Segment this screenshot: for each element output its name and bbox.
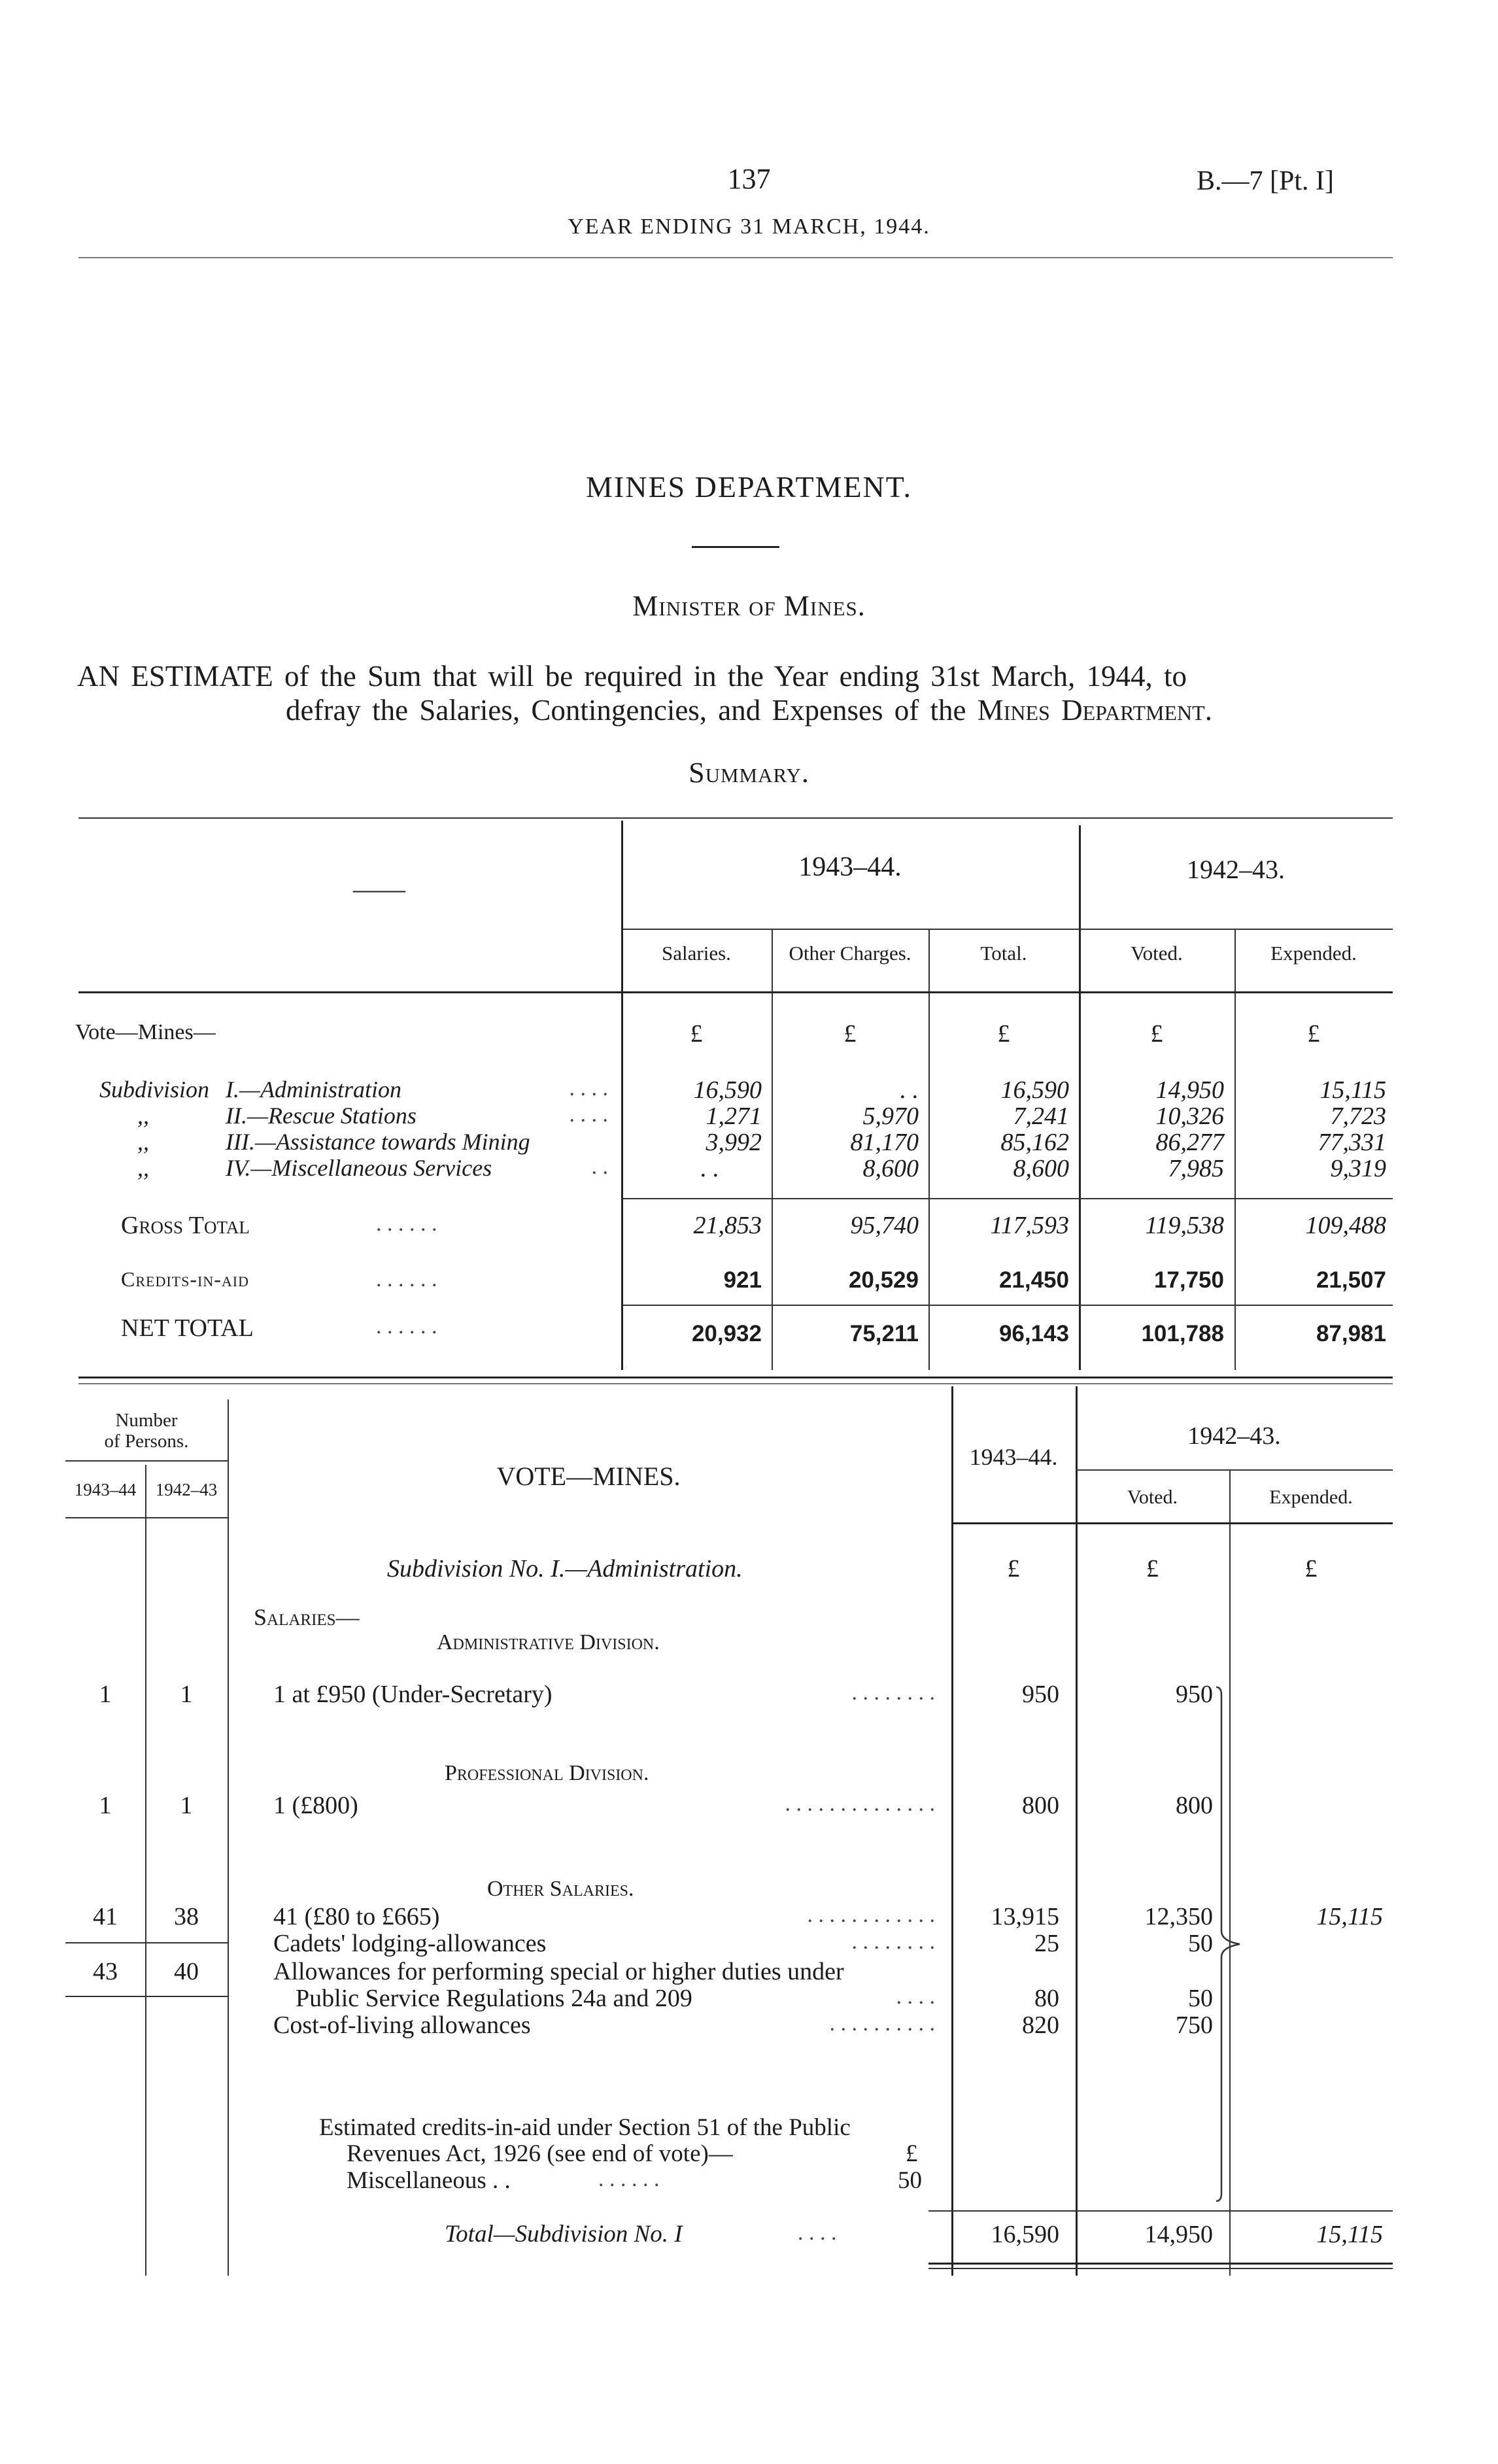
- subdivision-total-voted: 14,950: [1144, 2221, 1213, 2248]
- summary-cell-salaries: 1,271: [706, 1103, 762, 1130]
- summary-stub-dash: ——: [353, 874, 405, 904]
- vote-value-1943: 13,915: [991, 1903, 1059, 1930]
- summary-cell-total: 8,600: [1013, 1155, 1069, 1182]
- gross-total-expended: 109,488: [1305, 1212, 1386, 1239]
- minister-heading: Minister of Mines.: [632, 590, 866, 622]
- summary-cell-salaries: 3,992: [706, 1129, 762, 1156]
- administrative-division-heading: Administrative Division.: [437, 1630, 660, 1654]
- summary-cell-voted: 7,985: [1168, 1155, 1224, 1182]
- summary-row-label: I.—Administration: [226, 1076, 402, 1103]
- credits-in-aid-expended: 21,507: [1316, 1267, 1386, 1293]
- summary-col-other: Other Charges.: [789, 942, 911, 965]
- summary-divider-voted: [1234, 929, 1236, 1370]
- vote-currency-voted: £: [1146, 1555, 1159, 1583]
- estimate-line-2-text: defray the Salaries, Contingencies, and Expenses of the: [286, 694, 978, 727]
- vote-header-bottom: [951, 1522, 1393, 1524]
- credits-in-aid-other: 20,529: [848, 1267, 919, 1293]
- persons-header-rule: [65, 1460, 228, 1462]
- summary-row-prefix: ,,: [137, 1103, 149, 1129]
- estimate-line-2: [0, 696, 1498, 725]
- persons-1942: 40: [174, 1958, 199, 1985]
- summary-row-dots: . . . .: [569, 1103, 608, 1127]
- vote-col-expended: Expended.: [1269, 1486, 1353, 1508]
- currency-total: £: [997, 1020, 1010, 1048]
- estimate-line-1: AN ESTIMATE of the Sum that will be required in the Year ending 31st March, 1944, to: [77, 660, 1187, 693]
- summary-divider-years: [1079, 825, 1081, 1370]
- vote-item-label: 41 (£80 to £665): [273, 1903, 440, 1930]
- expended-brace: [1215, 1686, 1245, 2202]
- summary-cell-expended: 77,331: [1318, 1129, 1386, 1156]
- persons-subtotal-rule: [65, 1942, 228, 1943]
- vote-item-label: Allowances for performing special or higher duties under: [273, 1958, 844, 1985]
- vote-item-label: 1 at £950 (Under-Secretary): [273, 1681, 553, 1708]
- page-number: 137: [727, 163, 771, 195]
- persons-col-1942: 1942–43: [155, 1480, 218, 1499]
- summary-group-rule-1942: [1080, 929, 1393, 930]
- net-total-salaries: 20,932: [691, 1321, 762, 1346]
- vote-col-voted: Voted.: [1127, 1486, 1178, 1508]
- persons-header-bottom: [65, 1517, 228, 1518]
- estimate-line-2-department: Mines Department.: [977, 694, 1212, 727]
- summary-row-prefix: ,,: [137, 1155, 149, 1181]
- vote-divider-person-years: [145, 1465, 146, 2276]
- summary-cell-salaries: 16,590: [693, 1076, 762, 1104]
- vote-value-voted: 12,350: [1144, 1903, 1213, 1930]
- vote-item-dots: . . . . . . . . . . . . . .: [785, 1792, 935, 1816]
- vote-item-dots: . . . . . . . .: [851, 1681, 935, 1705]
- vote-value-voted: 950: [1176, 1681, 1213, 1708]
- persons-1942: 38: [174, 1903, 199, 1930]
- vote-item-dots: . . . .: [896, 1985, 935, 2009]
- credits-note-pound: £: [906, 2140, 918, 2167]
- summary-cell-other: 81,170: [850, 1129, 919, 1156]
- department-title: MINES DEPARTMENT.: [586, 470, 912, 504]
- summary-group-rule-1943: [622, 929, 1079, 930]
- vote-total-bottom-rule: [928, 2263, 1393, 2265]
- vote-currency-expended: £: [1304, 1555, 1318, 1583]
- gross-total-other: 95,740: [850, 1212, 919, 1239]
- vote-title: VOTE—MINES.: [496, 1462, 681, 1491]
- summary-row-prefix: Subdivision: [99, 1076, 209, 1103]
- vote-group-1942: 1942–43.: [1187, 1422, 1281, 1450]
- vote-total-top-rule: [928, 2210, 1393, 2212]
- persons-total-rule: [65, 1996, 228, 1997]
- persons-1943: 41: [93, 1903, 118, 1930]
- persons-1943: 1: [99, 1681, 112, 1708]
- title-rule: [692, 546, 779, 548]
- summary-row-prefix: ,,: [137, 1129, 149, 1155]
- summary-divider-label: [621, 821, 623, 1370]
- gross-total-total: 117,593: [990, 1212, 1069, 1239]
- vote-value-1943: 950: [1022, 1681, 1059, 1708]
- vote-total-bottom-rule-2: [928, 2268, 1393, 2269]
- vote-value-1943: 820: [1022, 2011, 1059, 2039]
- summary-bottom-rule-2: [78, 1383, 1393, 1384]
- net-total-expended: 87,981: [1316, 1321, 1386, 1346]
- currency-salaries: £: [690, 1020, 703, 1048]
- net-total-label: NET TOTAL: [121, 1314, 254, 1342]
- persons-1942: 1: [180, 1681, 193, 1708]
- vote-value-voted: 50: [1188, 1985, 1213, 2012]
- summary-header-rule: [78, 991, 1393, 993]
- persons-header-number: Number: [115, 1410, 178, 1431]
- persons-1943: 43: [93, 1958, 118, 1985]
- net-total-dots: . . . . . .: [376, 1314, 437, 1339]
- net-total-voted: 101,788: [1141, 1321, 1224, 1346]
- gross-total-voted: 119,538: [1145, 1212, 1224, 1239]
- vote-value-1943: 800: [1022, 1792, 1059, 1819]
- summary-col-total: Total.: [980, 942, 1027, 965]
- vote-divider-1942: [1076, 1386, 1078, 2276]
- summary-top-rule: [78, 817, 1393, 819]
- credits-in-aid-total: 21,450: [998, 1267, 1069, 1293]
- gross-total-label: Gross Total: [121, 1212, 250, 1239]
- header-rule: [78, 257, 1393, 258]
- vote-value-voted: 750: [1176, 2011, 1213, 2039]
- summary-divider-salaries: [772, 929, 773, 1370]
- summary-row-label: III.—Assistance towards Mining: [226, 1129, 530, 1155]
- bracket-expended-value: 15,115: [1316, 1903, 1383, 1930]
- credits-note-amount: 50: [898, 2167, 922, 2194]
- summary-row-label: II.—Rescue Stations: [226, 1103, 417, 1129]
- credits-in-aid-dots: . . . . . .: [376, 1267, 437, 1292]
- year-ending-line: YEAR ENDING 31 MARCH, 1944.: [568, 214, 930, 239]
- summary-header-1943: 1943–44.: [798, 852, 902, 882]
- vote-divider-persons: [228, 1399, 229, 2276]
- vote-item-label-continued: Public Service Regulations 24a and 209: [296, 1985, 692, 2012]
- net-total-total: 96,143: [998, 1321, 1069, 1346]
- vote-group-rule-1942: [1077, 1469, 1393, 1471]
- credits-note-line-3: Miscellaneous . .: [347, 2167, 511, 2194]
- vote-item-label: 1 (£800): [273, 1792, 358, 1819]
- subdivision-title: Subdivision No. I.—Administration.: [387, 1555, 743, 1583]
- subdivision-total-label: Total—Subdivision No. I: [445, 2221, 683, 2248]
- subdivision-total-dots: . . . .: [798, 2221, 837, 2245]
- currency-expended: £: [1307, 1020, 1320, 1048]
- summary-cell-total: 7,241: [1013, 1103, 1069, 1130]
- summary-col-salaries: Salaries.: [662, 942, 731, 965]
- summary-row-dots: . . . .: [569, 1076, 608, 1101]
- persons-col-1943: 1943–44: [74, 1480, 137, 1499]
- summary-row-label: IV.—Miscellaneous Services: [226, 1155, 492, 1181]
- vote-value-voted: 50: [1188, 1930, 1213, 1957]
- vote-value-1943: 80: [1034, 1985, 1059, 2012]
- summary-row-dots: . .: [591, 1155, 608, 1179]
- summary-col-expended: Expended.: [1270, 942, 1357, 965]
- summary-cell-total: 85,162: [1000, 1129, 1069, 1156]
- subdivision-total-1943: 16,590: [991, 2221, 1059, 2248]
- vote-value-voted: 800: [1176, 1792, 1213, 1819]
- summary-divider-other: [928, 929, 930, 1370]
- summary-cell-other: 8,600: [862, 1155, 919, 1182]
- currency-voted: £: [1150, 1020, 1163, 1048]
- summary-heading: Summary.: [689, 757, 809, 789]
- credits-in-aid-label: Credits-in-aid: [121, 1267, 249, 1291]
- summary-bottom-rule: [78, 1377, 1393, 1378]
- vote-item-label: Cadets' lodging-allowances: [273, 1930, 547, 1957]
- summary-cell-expended: 7,723: [1330, 1103, 1386, 1130]
- net-total-other: 75,211: [849, 1321, 919, 1346]
- vote-item-dots: . . . . . . . . . . . .: [807, 1903, 935, 1927]
- summary-cell-total: 16,590: [1000, 1076, 1069, 1104]
- summary-subtotal-rule: [622, 1198, 1393, 1199]
- vote-col-1943: 1943–44.: [969, 1444, 1058, 1470]
- summary-cell-other: . .: [900, 1076, 919, 1104]
- vote-currency-1943: £: [1007, 1555, 1020, 1583]
- vote-item-dots: . . . . . . . . . .: [829, 2011, 935, 2036]
- summary-cell-other: 5,970: [862, 1103, 919, 1130]
- gross-total-salaries: 21,853: [693, 1212, 762, 1239]
- credits-in-aid-voted: 17,750: [1153, 1267, 1224, 1293]
- currency-other: £: [843, 1020, 857, 1048]
- summary-header-1942: 1942–43.: [1187, 855, 1285, 884]
- vote-item-dots: . . . . . . . .: [851, 1930, 935, 1954]
- credits-note-dots: . . . . . .: [598, 2167, 660, 2191]
- vote-item-label: Cost-of-living allowances: [273, 2011, 531, 2039]
- summary-cell-voted: 14,950: [1155, 1076, 1224, 1104]
- document-reference: B.—7 [Pt. I]: [1197, 166, 1334, 196]
- credits-note-line-1: Estimated credits-in-aid under Section 51 of the Public: [319, 2114, 851, 2141]
- summary-vote-label: Vote—Mines—: [75, 1020, 216, 1044]
- subdivision-total-expended: 15,115: [1316, 2221, 1383, 2248]
- summary-cell-voted: 10,326: [1155, 1103, 1224, 1130]
- salaries-heading: Salaries—: [254, 1604, 360, 1630]
- credits-note-line-2: Revenues Act, 1926 (see end of vote)—: [347, 2140, 733, 2167]
- persons-1942: 1: [180, 1792, 193, 1819]
- gross-total-dots: . . . . . .: [376, 1212, 437, 1236]
- vote-divider-1943: [951, 1386, 953, 2276]
- other-salaries-heading: Other Salaries.: [487, 1877, 634, 1901]
- persons-header-label: of Persons.: [104, 1431, 189, 1452]
- summary-cell-salaries: . .: [700, 1155, 719, 1182]
- summary-cell-expended: 15,115: [1319, 1076, 1386, 1104]
- summary-cell-voted: 86,277: [1155, 1129, 1224, 1156]
- credits-in-aid-salaries: 921: [723, 1267, 762, 1293]
- summary-cell-expended: 9,319: [1330, 1155, 1386, 1182]
- persons-1943: 1: [99, 1792, 112, 1819]
- summary-net-rule: [622, 1305, 1393, 1306]
- vote-value-1943: 25: [1034, 1930, 1059, 1957]
- summary-col-voted: Voted.: [1131, 942, 1183, 965]
- professional-division-heading: Professional Division.: [445, 1761, 649, 1785]
